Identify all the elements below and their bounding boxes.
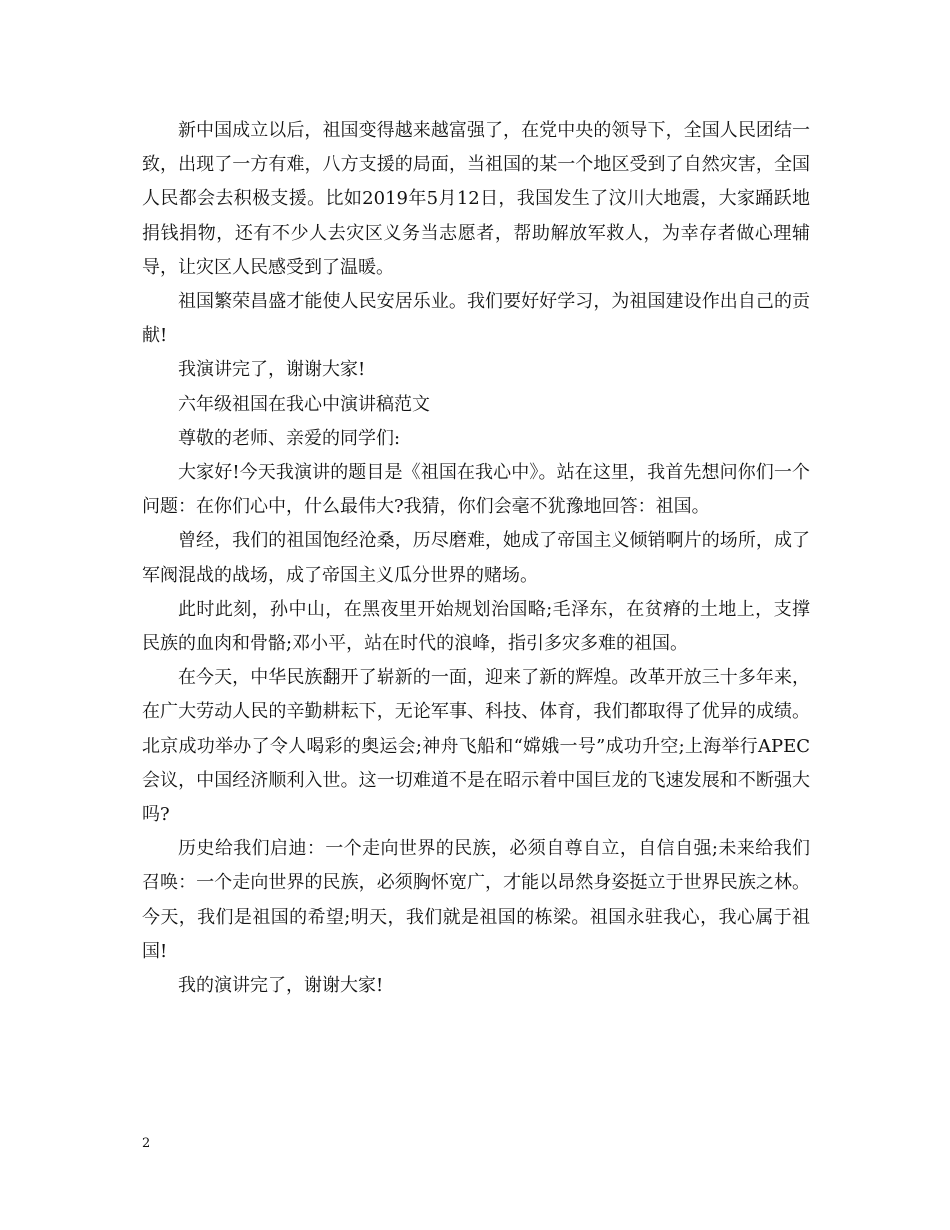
paragraph: 大家好!今天我演讲的题目是《祖国在我心中》。站在这里，我首先想问你们一个问题：在你们心中，什么最伟大?我猜，你们会毫不犹豫地回答：祖国。	[142, 462, 810, 518]
paragraph: 新中国成立以后，祖国变得越来越富强了，在党中央的领导下，全国人民团结一致，出现了一方有难，八方支援的局面，当祖国的某一个地区受到了自然灾害，全国人民都会去积极支援。比如2019年5月12日，我国发生了汶川大地震，大家踊跃地捐钱捐物，还有不少人去灾区义务当志愿者，帮助解放军救人，为幸存者做心理辅导，让灾区人民感受到了温暖。	[142, 120, 810, 278]
document-body	[142, 114, 810, 1003]
closing-line: 我的演讲完了，谢谢大家!	[178, 975, 384, 997]
salutation: 尊敬的老师、亲爱的同学们:	[178, 427, 401, 449]
paragraph: 历史给我们启迪：一个走向世界的民族，必须自尊自立，自信自强;未来给我们召唤：一个走向世界的民族，必须胸怀宽广，才能以昂然身姿挺立于世界民族之林。今天，我们是祖国的希望;明天，我们就是祖国的栋梁。祖国永驻我心，我心属于祖国!	[142, 838, 810, 962]
section-title: 六年级祖国在我心中演讲稿范文	[178, 393, 430, 415]
paragraph: 祖国繁荣昌盛才能使人民安居乐业。我们要好好学习，为祖国建设作出自己的贡献!	[142, 291, 810, 347]
paragraph: 我演讲完了，谢谢大家!	[178, 359, 366, 381]
paragraph: 在今天，中华民族翻开了崭新的一面，迎来了新的辉煌。改革开放三十多年来，在广大劳动人民的辛勤耕耘下，无论军事、科技、体育，我们都取得了优异的成绩。北京成功举办了令人喝彩的奥运会;神舟飞船和“嫦娥一号”成功升空;上海举行APEC会议，中国经济顺利入世。这一切难道不是在昭示着中国巨龙的飞速发展和不断强大吗?	[142, 667, 810, 826]
paragraph: 曾经，我们的祖国饱经沧桑，历尽磨难，她成了帝国主义倾销啊片的场所，成了军阀混战的战场，成了帝国主义瓜分世界的赌场。	[142, 530, 810, 586]
page-number: 2	[142, 1136, 151, 1151]
paragraph: 此时此刻，孙中山，在黑夜里开始规划治国略;毛泽东，在贫瘠的土地上，支撑民族的血肉和骨骼;邓小平，站在时代的浪峰，指引多灾多难的祖国。	[142, 598, 810, 655]
